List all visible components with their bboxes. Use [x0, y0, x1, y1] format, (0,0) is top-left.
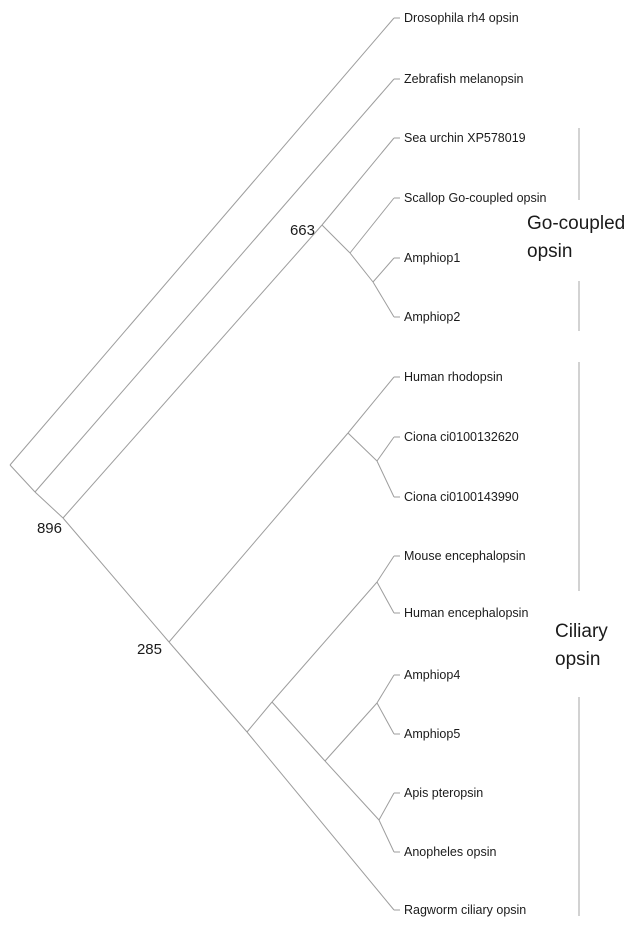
taxon-label: Amphiop5 [404, 727, 461, 741]
branch-line [377, 461, 394, 497]
branch-line [379, 820, 394, 852]
group-label-line: Go-coupled [527, 213, 626, 234]
taxon-label: Scallop Go-coupled opsin [404, 191, 547, 205]
branch-line [169, 433, 348, 642]
branch-line [373, 258, 394, 282]
branch-line [272, 582, 377, 702]
branch-line [169, 642, 247, 732]
branch-line [10, 18, 394, 465]
branch-line [379, 793, 394, 820]
branch-line [377, 437, 394, 461]
support-value-label: 285 [136, 641, 162, 658]
group-label-line: Ciliary [555, 621, 608, 642]
branch-line [377, 582, 394, 613]
support-value-label: 663 [289, 222, 315, 239]
branch-line [63, 518, 169, 642]
branch-line [325, 761, 379, 820]
taxon-label: Amphiop1 [404, 251, 461, 265]
branch-line [350, 253, 373, 282]
branch-line [348, 377, 394, 433]
taxon-label: Human encephalopsin [404, 606, 529, 620]
taxon-label: Mouse encephalopsin [404, 549, 526, 563]
branch-line [348, 433, 377, 461]
branch-line [377, 675, 394, 703]
support-value-label: 896 [36, 520, 62, 537]
branch-line [247, 732, 394, 910]
branch-line [350, 198, 394, 253]
group-label [527, 210, 625, 266]
branch-line [377, 703, 394, 734]
taxon-label: Ragworm ciliary opsin [404, 903, 527, 917]
branch-line [35, 79, 394, 492]
group-label-line: opsin [555, 649, 601, 670]
branch-line [272, 702, 325, 761]
taxon-label: Amphiop4 [404, 668, 461, 682]
branch-line [63, 222, 322, 518]
branch-line [322, 225, 350, 253]
taxon-label: Drosophila rh4 opsin [404, 11, 519, 25]
taxon-label: Human rhodopsin [404, 370, 503, 384]
branch-line [35, 492, 63, 518]
group-label-line: opsin [527, 241, 573, 262]
branch-line [10, 465, 35, 492]
taxon-label: Amphiop2 [404, 310, 461, 324]
group-label [555, 618, 608, 674]
taxon-label: Ciona ci0100143990 [404, 490, 519, 504]
taxon-label: Apis pteropsin [404, 786, 484, 800]
taxon-label: Zebrafish melanopsin [404, 72, 524, 86]
branch-line [247, 702, 272, 732]
taxon-label: Anopheles opsin [404, 845, 497, 859]
branch-line [325, 703, 377, 761]
taxon-label: Sea urchin XP578019 [404, 131, 526, 145]
taxon-label: Ciona ci0100132620 [404, 430, 519, 444]
branch-line [373, 282, 394, 317]
branch-line [377, 556, 394, 582]
